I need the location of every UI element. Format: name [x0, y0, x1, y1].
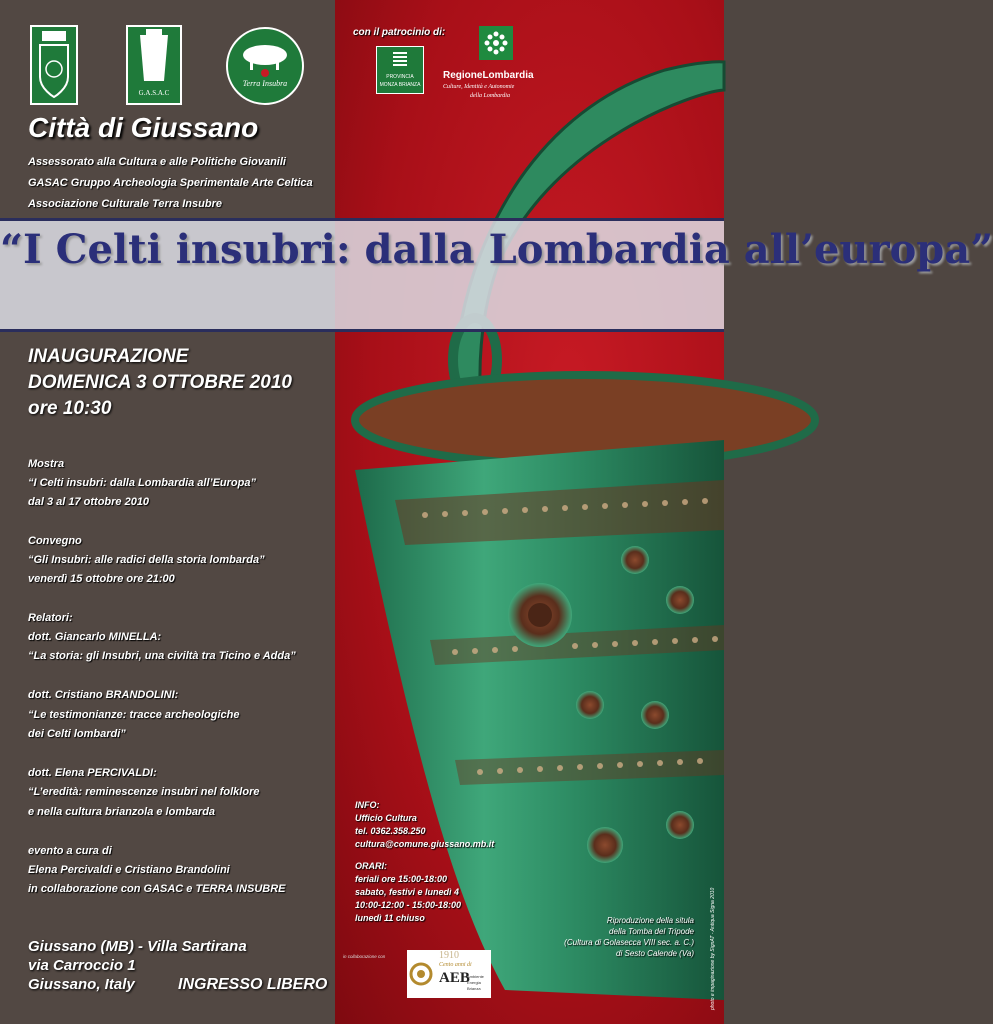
program-line: Elena Percivaldi e Cristiano Brandolini — [28, 864, 230, 876]
situla-icon — [128, 27, 180, 87]
program-line: evento a cura di — [28, 845, 112, 857]
info-line: sabato, festivi e lunedì 4 — [355, 887, 460, 897]
address-line-2: via Carroccio 1 — [28, 957, 136, 974]
aeb-sub: Cento anni di — [439, 962, 472, 968]
vertical-credit-text: photo e impaginazione by SignAT - Antiqua Signa 2010 — [710, 887, 716, 1010]
info-line: ORARI: — [355, 861, 387, 871]
gasac-label: G.A.S.A.C — [138, 89, 170, 97]
caption-line: (Cultura di Golasecca VIII sec. a. C.) — [564, 938, 694, 947]
program-line: dei Celti lombardi” — [28, 728, 126, 740]
provincia-label-1: PROVINCIA — [386, 74, 414, 80]
caption-line: di Sesto Calende (Va) — [616, 949, 694, 958]
vertical-credit — [707, 760, 717, 1010]
program-line: in collaborazione con GASAC e TERRA INSUBRE — [28, 883, 286, 895]
program-line: “I Celti insubri: dalla Lombardia all’Europa” — [28, 477, 256, 489]
address-line-1: Giussano (MB) - Villa Sartirana — [28, 938, 247, 955]
aeb-tag-3: Brianza — [467, 986, 481, 991]
inauguration-date: DOMENICA 3 OTTOBRE 2010 — [28, 372, 292, 393]
inauguration-label: INAUGURAZIONE — [28, 346, 189, 367]
program-line: Convegno — [28, 535, 82, 547]
collab-label: in collaborazione con — [343, 954, 386, 959]
inauguration-time: ore 10:30 — [28, 398, 112, 419]
program-line: “Gli Insubri: alle radici della storia lombarda” — [28, 554, 265, 566]
program-line: dott. Elena PERCIVALDI: — [28, 767, 157, 779]
info-phone: tel. 0362.358.250 — [355, 826, 426, 836]
info-line: lunedì 11 chiuso — [355, 913, 425, 923]
program-line: “La storia: gli Insubri, una civiltà tra Ticino e Adda” — [28, 650, 296, 662]
program-line: Relatori: — [28, 612, 73, 624]
regione-logo-icon — [479, 26, 513, 60]
header-line-3: Associazione Culturale Terra Insubre — [28, 198, 222, 210]
situla-illustration — [335, 0, 724, 1024]
caption-line: della Tomba del Tripode — [609, 927, 694, 936]
provincia-label-2: MONZA BRIANZA — [379, 82, 421, 88]
free-entry-label: INGRESSO LIBERO — [178, 976, 328, 993]
aeb-logo — [407, 950, 491, 998]
header-line-1: Assessorato alla Cultura e alle Politiche Giovanili — [28, 156, 286, 168]
aeb-tag-2: Energia — [467, 980, 481, 985]
program-line: venerdì 15 ottobre ore 21:00 — [28, 573, 175, 585]
address-line-3: Giussano, Italy — [28, 976, 135, 993]
rosa-camuna-icon — [479, 26, 513, 60]
caption-line: Riproduzione della situla — [606, 916, 694, 925]
regione-sub-1: Culture, Identità e Autonomie — [443, 84, 515, 90]
exhibition-title: “I Celti insubri: dalla Lombardia all’europa” — [0, 226, 993, 273]
city-title: Città di Giussano — [28, 112, 259, 143]
provincia-logo — [376, 46, 424, 94]
info-email: cultura@comune.giussano.mb.it — [355, 839, 495, 849]
program-line: “Le testimonianze: tracce archeologiche — [28, 709, 240, 721]
info-line: INFO: — [355, 800, 380, 810]
header-line-2: GASAC Gruppo Archeologia Sperimentale Arte Celtica — [28, 177, 313, 189]
info-line: 10:00-12:00 - 15:00-18:00 — [355, 900, 462, 910]
situla-photo — [335, 0, 724, 1024]
program-line: dal 3 al 17 ottobre 2010 — [28, 496, 150, 508]
crest-icon — [32, 27, 76, 103]
terra-insubre-logo — [226, 27, 304, 105]
boar-icon — [228, 29, 302, 79]
program-line: Mostra — [28, 458, 65, 470]
program-line: dott. Giancarlo MINELLA: — [28, 631, 162, 643]
regione-name: RegioneLombardia — [443, 70, 534, 81]
gasac-logo — [126, 25, 182, 105]
patrocinio-label: con il patrocinio di: — [353, 27, 446, 38]
regione-sub-2: della Lombardia — [470, 93, 510, 99]
aeb-name: AEB — [439, 970, 470, 986]
aeb-tag-1: Ambiente — [467, 974, 484, 979]
terra-label: Terra Insubra — [242, 79, 288, 88]
provincia-icon — [377, 47, 423, 73]
program-line: dott. Cristiano BRANDOLINI: — [28, 689, 179, 701]
giussano-crest-logo — [30, 25, 78, 105]
program-line: “L’eredità: reminescenze insubri nel folklore — [28, 786, 260, 798]
info-line: Ufficio Cultura — [355, 813, 417, 823]
program-line: e nella cultura brianzola e lombarda — [28, 806, 216, 818]
aeb-years: 1910 — [439, 950, 459, 961]
info-line: feriali ore 15:00-18:00 — [355, 874, 448, 884]
